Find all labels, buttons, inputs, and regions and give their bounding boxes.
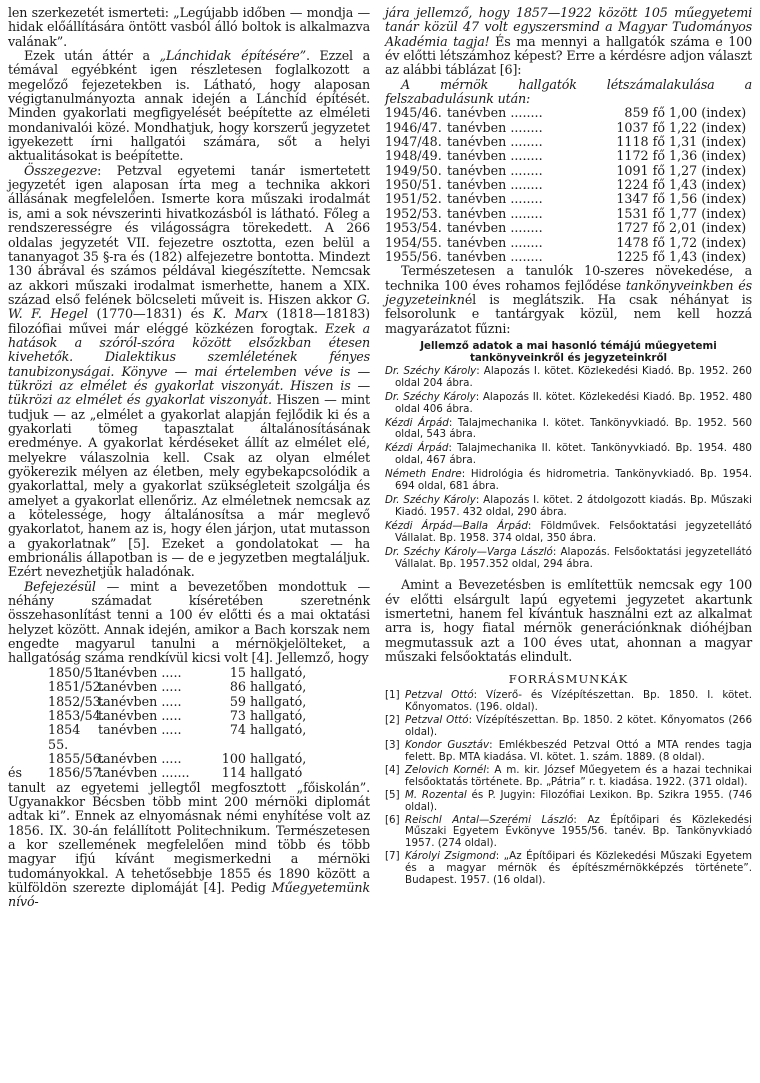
book-author: Dr. Széchy Károly: [385, 390, 476, 403]
row-index: 1,77 (index): [669, 205, 747, 221]
text-span: Hiszen — mint tudjuk — az „elmélet a gyakorlat alapján fejlődik ki és a gyakorlati tömeg tapasztalat általánosításának eredménye. A gyakorlat kérdéseket állít az elmélet elé, melyekre válaszolnia kell. Csak az olyan elmélet gyökerezik mélyen az életben, mely egybekapcsolódik a gyakorlattal, mely a gyakorlat szükségleteit szolgálja és amelyet a gyakorlat ellenőriz. Az elméletnek nemcsak az a kötelessége, hogy általánosítsa a már meglevő gyakorlatot, hanem az is, hogy élen járjon, utat mutasson a gyakorlatnak” [5]. Ezeket a gondolatokat — ha embrionális állapotban is — de e jegyzetben megtaláljuk. Ezért nevezhetjük haladónak.: [8, 392, 370, 580]
left-paragraph-4: [8, 580, 370, 666]
row-year: 1945/46.: [385, 105, 442, 121]
book-details: : Alapozás II. kötet. Közlekedési Kiadó. Bp. 1952. 480 oldal 406 ábra.: [395, 390, 753, 415]
book-details: : Talajmechanika I. kötet. Tankönyvkiadó. Bp. 1952. 560 oldal, 543 ábra.: [395, 416, 752, 441]
text-span: . Ezzel a témával egyébként igen részletesen foglalkozott a megelőző fejezetekben is. Látható, hogy alaposan végigtanulmányozta annak idején a Lánchíd építését. Minden gyakorlati megfigyelését beépítette az elméleti mondanivalói közé. Mondhatjuk, hogy korszerű jegyzetet igyekezett írni hallgatói számára, sőt a helyi aktualitásokat is beépítette.: [8, 48, 371, 164]
row-year: 1855/56.: [48, 750, 105, 766]
row-unit: hallgató,: [250, 722, 307, 738]
row-count: 1172 fő: [616, 148, 665, 164]
book-entry: [385, 521, 752, 545]
reference-details: : A m. kir. József Műegyetem és a hazai technikai felsőoktatás története. Bp. „Pátria” r. t. kiadása. 1922. (371 oldal).: [405, 763, 752, 788]
hegel-name: G. W. F. Hegel: [8, 291, 370, 322]
row-index: 1,00 (index): [669, 105, 747, 121]
reference-number: [7]: [385, 850, 400, 863]
row-label: tanévben .....: [98, 679, 182, 695]
right-paragraph-2: [385, 264, 752, 336]
row-count: 15: [229, 664, 246, 680]
right-paragraph-3: Amint a Bevezetésben is említettük nemcsak egy 100 év előtti elsárgult lapú egyetemi jegyzetet akartunk ismertetni, hanem fel kívántuk használni ezt az alkalmat arra is, hogy fiatal mérnök generációnknak dióhéjban megmutassuk azt a 100 éves utat, ahonnan a magyar műszaki felsőoktatás elindult.: [385, 577, 752, 665]
table-row: [48, 666, 370, 680]
table-row: [48, 709, 370, 723]
row-count: 1225 fő: [616, 248, 665, 264]
left-paragraph-5: [8, 781, 370, 910]
reference-number: [4]: [385, 763, 400, 776]
row-count: 59: [229, 693, 246, 709]
reference-entry: [385, 690, 752, 714]
table-row: [48, 723, 370, 752]
row-year: 1949/50.: [385, 162, 442, 178]
row-prefix: [8, 695, 48, 709]
book-details: : Alapozás I. kötet. Közlekedési Kiadó. Bp. 1952. 260 oldal 204 ábra.: [395, 364, 752, 389]
row-unit: hallgató,: [250, 707, 307, 723]
book-details: : Hidrológia és hidrometria. Tankönyvkiadó. Bp. 1954. 694 oldal, 681 ábra.: [395, 468, 752, 493]
osszegezve-label: Összegezve: [24, 162, 98, 178]
table-row: [385, 121, 752, 135]
left-paragraph-3: [8, 164, 370, 580]
text-span: él is meglátszik. Ha csak néhányat is felsorolunk e tantárgyak közül, nem kell hozzá magyarázatot fűzni:: [385, 291, 752, 336]
row-count: 100: [221, 750, 246, 766]
table-row: [385, 135, 752, 149]
reference-details: : „Az Építőipari és Közlekedési Műszaki Egyetem és a magyar mérnök és építészmérnökképzés története”. Budapest. 1957. (16 oldal).: [405, 850, 752, 887]
row-unit: hallgató,: [250, 664, 307, 680]
reference-text: [405, 740, 752, 764]
reference-number: [5]: [385, 788, 400, 801]
reference-number: [1]: [385, 689, 400, 702]
reference-author: Petzval Ottó: [405, 714, 469, 727]
reference-entry: [385, 765, 752, 789]
right-paragraph-1: [385, 6, 752, 78]
text-span: — mint a bevezetőben mondottuk — néhány számadat kíséretében szeretnénk összehasonlítást tenni a 100 év előtti és a mai oktatási helyzet között. Annak idején, amikor a Bach korszak nem engedte magyarul tanulni a mérnökjelölteket, a hallgatóság száma rendkívül kicsi volt [4]. Jellemző, hogy: [8, 578, 370, 666]
book-entry: [385, 495, 752, 519]
row-year: 1851/52.: [48, 679, 105, 695]
row-label: tanévben .....: [98, 707, 182, 723]
row-prefix: [8, 752, 48, 766]
row-prefix: [8, 666, 48, 680]
row-count: 1347 fő: [616, 191, 665, 207]
table-row: [8, 765, 370, 781]
row-year: 1946/47.: [385, 119, 442, 135]
table-row: [385, 250, 752, 264]
table-title: A mérnök hallgatók létszámalakulása a felszabadulásunk után:: [385, 76, 752, 107]
row-year: 1954/55.: [385, 234, 442, 250]
row-count: 1118 fő: [616, 134, 665, 150]
row-index: 1,72 (index): [669, 234, 747, 250]
reference-text: [405, 690, 752, 714]
row-index: 1,43 (index): [669, 177, 747, 193]
references-title: FORRÁSMUNKÁK: [508, 672, 629, 687]
book-details: : Földművek. Felsőoktatási jegyzetellátó Vállalat. Bp. 1958. 374 oldal, 350 ábra.: [395, 519, 752, 544]
reference-author: Zelovich Kornél: [405, 763, 487, 776]
row-index: 1,36 (index): [669, 148, 747, 164]
row-index: 1,27 (index): [669, 162, 747, 178]
row-count: 1531 fő: [616, 205, 665, 221]
reference-number: [6]: [385, 813, 400, 826]
book-author: Dr. Széchy Károly: [385, 493, 476, 506]
text-span: Természetesen a tanulók 10-szeres növekedése, a technika 100 éves rohamos fejlődése: [385, 263, 752, 293]
reference-author: Károlyi Zsigmond: [405, 850, 496, 863]
student-count-table-1850s: [8, 664, 370, 781]
student-count-table-postwar: [385, 106, 752, 264]
reference-entry: [385, 740, 752, 764]
text-span-italic: tankönyveinkben és jegyzeteinkn: [385, 277, 752, 307]
lanchidak-title: „Lánchidak építésére”: [159, 48, 306, 64]
row-label: tanévben ........: [447, 191, 543, 207]
table-row: [385, 207, 752, 221]
row-label: tanévben ........: [447, 119, 543, 135]
row-count: 1478 fő: [616, 234, 665, 250]
table-row: [48, 695, 370, 709]
left-paragraph-1: len szerkezetét ismerteti: „Legújabb időben — mondja — hidak előállítására öntött vasból álló boltok is alkalmazva valának”.: [8, 5, 370, 49]
reference-author: Kondor Gusztáv: [405, 739, 490, 752]
row-year: 1955/56.: [385, 248, 442, 264]
reference-text: [405, 815, 752, 851]
book-author: Dr. Széchy Károly—Varga László: [385, 545, 553, 558]
book-entry: [385, 366, 752, 390]
italic-passage: Ezek a hatások a szóról-szóra között elsőzkban étesen kivehetők. Dialektikus szemléletének fényes tanubizonyságai. Könyve — mai értelemben véve is — tükrözi az elmélet és gyakorlat viszonyát. Hiszen is — tükrözi az elmélet és gyakorlat viszonyát.: [8, 320, 370, 408]
reference-details: : Vízépítészettan. Bp. 1850. 2 kötet. Kőnyomatos (266 oldal).: [405, 714, 752, 739]
row-count: 1037 fő: [616, 119, 665, 135]
row-index: 1,56 (index): [669, 191, 747, 207]
table-row: [48, 752, 370, 766]
row-prefix: [8, 680, 48, 694]
row-count: 73: [229, 707, 246, 723]
book-entry: [385, 443, 752, 467]
reference-text: [405, 790, 752, 814]
row-unit: hallgató,: [250, 693, 307, 709]
book-details: : Alapozás I. kötet. 2 átdolgozott kiadás. Bp. Műszaki Kiadó. 1957. 432 oldal, 290 ábra.: [395, 493, 753, 518]
row-year: 1853/54.: [48, 707, 105, 723]
reference-text: [405, 715, 752, 739]
section-heading: Jellemző adatok a mai hasonló témájú műegyetemi tankönyveinkről és jegyzeteinkről: [420, 339, 717, 364]
row-label: tanévben ........: [447, 220, 543, 236]
row-count: 859 fő: [624, 105, 665, 121]
row-unit: hallgató,: [250, 750, 307, 766]
reference-text: [405, 851, 752, 887]
references-list: [385, 690, 752, 887]
row-count: 86: [229, 679, 246, 695]
text-span-italic: Műegyetemünk nívó-: [8, 879, 370, 910]
row-index: 1,22 (index): [669, 119, 747, 135]
row-year: 1852/53.: [48, 693, 105, 709]
reference-number: [2]: [385, 714, 400, 727]
table-row: [385, 236, 752, 250]
book-entry: [385, 418, 752, 442]
book-author: Németh Endre: [385, 468, 462, 481]
row-year: 1951/52.: [385, 191, 442, 207]
reference-details: : Vízerő- és Vízépítészettan. Bp. 1850. I. kötet. Kőnyomatos. (196. oldal).: [405, 689, 752, 714]
text-span: (1818—18183) filozófiai művei már eléggé közkézen forogtak.: [8, 306, 370, 336]
row-label: tanévben ........: [447, 134, 543, 150]
marx-name: K. Marx: [212, 306, 268, 322]
book-details: : Talajmechanika II. kötet. Tankönyvkiadó. Bp. 1954. 480 oldal, 467 ábra.: [395, 442, 752, 467]
row-count: 1727 fő: [616, 220, 665, 236]
left-column: [8, 6, 370, 910]
reference-details: és P. Jugyin: Filozófiai Lexikon. Bp. Szikra 1955. (746 oldal).: [405, 788, 752, 813]
textbook-list: [385, 366, 752, 571]
row-index: 1,31 (index): [669, 134, 747, 150]
row-unit: hallgató: [250, 765, 303, 781]
row-label: tanévben ........: [447, 234, 543, 250]
book-entry: [385, 547, 752, 571]
row-year: 1950/51.: [385, 177, 442, 193]
book-entry: [385, 469, 752, 493]
reference-author: Reischl Antal—Szerémi László: [405, 813, 574, 826]
row-label: tanévben .....: [98, 750, 182, 766]
row-year: 1947/48.: [385, 134, 442, 150]
table-row: [385, 221, 752, 235]
table-row: [385, 192, 752, 206]
row-label: tanévben ........: [447, 105, 543, 121]
right-column: [385, 6, 752, 888]
reference-author: M. Rozental: [405, 788, 467, 801]
reference-entry: [385, 790, 752, 814]
text-span: : Petzval egyetemi tanár ismertetett jegyzetét igen alaposan írta meg a technika akkori állásának megfelelően. Ismerte kora műszaki irodalmát is, ami a sok névszerinti hivatkozásból is látható. Főleg a rendszerességre és világosságra törekedett. A 266 oldalas jegyzetét VII. fejezetre osztotta, ezen belül a tananyagot 35 §-ra és (182) alfejezetre bontotta. Mindezt 130 ábrával és számos példával kiegészítette. Nemcsak az akkori műszaki irodalmat ismerhette, hanem a XIX. század első felének bölcseleti műveit is. Hiszen akkor: [8, 162, 370, 307]
text-span-italic: jára jellemző, hogy 1857—1922 között 105 műegyetemi tanár közül 47 volt egyszersmind a Magyar Tudományos Akadémia tagja!: [385, 5, 752, 49]
table-row: [385, 149, 752, 163]
table-row: [385, 106, 752, 120]
text-span: (1770—1831) és: [87, 306, 213, 322]
row-year: 1850/51.: [48, 664, 105, 680]
reference-entry: [385, 815, 752, 851]
row-year: 1856/57.: [48, 765, 105, 781]
reference-entry: [385, 715, 752, 739]
row-label: tanévben ........: [447, 148, 543, 164]
row-label: tanévben .....: [98, 693, 182, 709]
book-entry: [385, 392, 752, 416]
row-label: tanévben .....: [98, 722, 182, 738]
row-count: 1224 fő: [616, 177, 665, 193]
book-details: : Alapozás. Felsőoktatási jegyzetellátó Vállalat. Bp. 1957.352 oldal, 294 ábra.: [395, 545, 752, 570]
reference-text: [405, 765, 752, 789]
row-index: 1,43 (index): [669, 248, 747, 264]
befejezesul-label: Befejezésül: [24, 578, 96, 594]
book-author: Kézdi Árpád: [385, 442, 449, 455]
row-year: 1953/54.: [385, 220, 442, 236]
row-prefix: és: [8, 765, 23, 781]
book-author: Kézdi Árpád: [385, 416, 449, 429]
text-span: És ma mennyi a hallgatók száma e 100 év előtti létszámhoz képest? Erre a kérdésre adjon választ az alábbi táblázat [6]:: [385, 33, 752, 78]
book-author: Kézdi Árpád—Balla Árpád: [385, 519, 528, 532]
reference-details: : Az Építőipari és Közlekedési Műszaki Egyetem Évkönyve 1955/56. tanév. Bp. Tankönyvkiadó 1957. (274 oldal).: [405, 813, 752, 850]
row-label: tanévben ........: [447, 205, 543, 221]
row-count: 114: [221, 765, 246, 781]
row-year: 1854 55.: [48, 722, 81, 752]
row-prefix: [8, 709, 48, 723]
row-year: 1952/53.: [385, 205, 442, 221]
row-index: 2,01 (index): [669, 220, 747, 236]
row-year: 1948/49.: [385, 148, 442, 164]
row-prefix: [8, 723, 48, 752]
book-author: Dr. Széchy Károly: [385, 364, 477, 377]
table-row: [385, 178, 752, 192]
table-row: [48, 680, 370, 694]
text-span: tanult az egyetemi jellegtől megfosztott „főiskolán”. Ugyanakkor Bécsben több mint 200 mérnöki diplomát adtak ki”. Ennek az elnyomásnak némi enyhítése volt az 1856. IX. 30-án felállított Politechnikum. Természetesen a kor szellemének megfelelően mind több és több magyar ifjú kívánt megismerkedni a mérnöki tudományokkal. A tehetősebbje 1855 és 1890 között a külföldön szerezte diplomáját [4]. Pedig: [8, 779, 370, 895]
row-label: tanévben ........: [447, 248, 543, 264]
row-label: tanévben ........: [447, 177, 543, 193]
table-row: [385, 164, 752, 178]
row-label: tanévben ........: [447, 162, 543, 178]
row-label: tanévben .......: [98, 765, 190, 781]
left-paragraph-2: [8, 49, 370, 164]
row-count: 74: [229, 722, 246, 738]
reference-entry: [385, 851, 752, 887]
text-span: Ezek után áttér a: [24, 48, 160, 64]
reference-details: : Emlékbeszéd Petzval Ottó a MTA rendes tagja felett. Bp. MTA kiadása. VI. kötet. 1. szám. 1889. (8 oldal).: [405, 739, 752, 763]
row-unit: hallgató,: [250, 679, 307, 695]
reference-number: [3]: [385, 739, 400, 752]
row-count: 1091 fő: [616, 162, 665, 178]
row-label: tanévben .....: [98, 664, 182, 680]
reference-author: Petzval Ottó: [405, 689, 474, 702]
